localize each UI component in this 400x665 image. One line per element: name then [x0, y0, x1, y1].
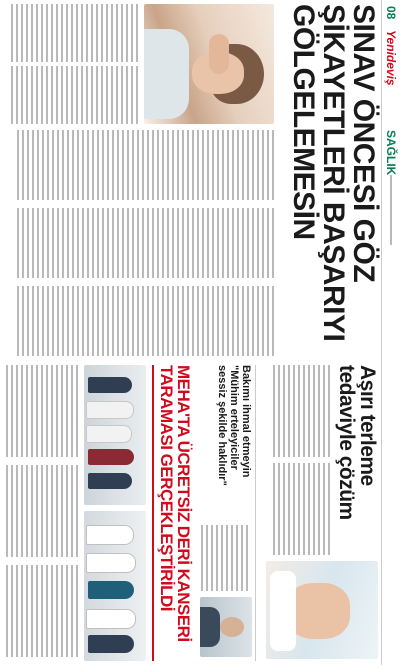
second-column-1-text-placeholder — [270, 365, 330, 457]
third-headline-line-3: sessiz şekilde haklıdır" — [216, 365, 228, 486]
lead-column-3-text-placeholder — [14, 286, 274, 356]
third-headline-line-2: "Mühim erteleyiciler — [228, 365, 240, 470]
header-date-placeholder — [390, 175, 392, 245]
lead-column-4-text-placeholder — [8, 4, 138, 62]
portrait-body-shape — [200, 607, 220, 647]
doctor-5-shape — [88, 635, 134, 653]
page-number: 08 — [384, 6, 398, 20]
doctor-3-shape — [88, 581, 134, 599]
main-column-2-text-placeholder — [3, 465, 78, 557]
page-header — [381, 0, 400, 665]
main-column-3-text-placeholder — [3, 565, 78, 657]
portrait-head-shape — [220, 617, 244, 637]
lead-headline — [288, 4, 378, 341]
lead-headline-line-2: ŞİKAYETLERİ BAŞARIYI — [317, 4, 350, 342]
main-headline — [158, 365, 192, 642]
main-column-1-text-placeholder — [3, 365, 78, 457]
main-story — [2, 365, 192, 661]
hand-shape — [209, 34, 229, 74]
doctors-group-photo — [84, 511, 146, 661]
brand-logo — [384, 30, 398, 86]
section-label: SAĞLIK — [384, 130, 398, 176]
third-headline — [216, 365, 252, 515]
lead-column-5-text-placeholder — [8, 66, 138, 124]
towel-shape — [270, 571, 296, 651]
person-1-shape — [88, 377, 132, 393]
person-2-shape — [86, 401, 134, 419]
second-headline — [336, 365, 378, 520]
second-headline-line-1: Aşırı terleme — [356, 365, 379, 486]
second-column-2-text-placeholder — [270, 463, 330, 555]
doctor-1-shape — [86, 525, 134, 545]
brand-name: Yenideviş — [384, 30, 398, 86]
third-story — [196, 365, 252, 661]
main-headline-line-2: TARAMASI GERÇEKLEŞTİRİLDİ — [157, 365, 176, 611]
section-divider — [255, 365, 256, 661]
doctor-4-shape — [86, 609, 136, 629]
lead-headline-line-3: GÖLGELEMESİN — [287, 4, 320, 240]
skin-screening-group-photo — [84, 365, 146, 505]
lead-column-1-text-placeholder — [14, 130, 274, 200]
person-portrait-photo — [200, 597, 252, 657]
person-5-shape — [88, 473, 132, 489]
third-headline-line-1: Bakımı ihmal etmeyin — [240, 365, 252, 478]
person-4-shape — [88, 449, 134, 465]
lead-column-2-text-placeholder — [14, 208, 274, 278]
woman-rubbing-eyes-photo — [144, 4, 274, 124]
main-headline-line-1: MEHA'TA ÜCRETSİZ DERİ KANSERİ — [174, 365, 193, 642]
lead-story — [3, 4, 378, 359]
person-3-shape — [86, 425, 132, 443]
main-headline-rule — [152, 365, 154, 661]
second-story — [260, 365, 378, 661]
sweating-hand-photo — [266, 561, 378, 659]
doctor-2-shape — [86, 553, 136, 573]
second-headline-line-2: tedaviyle çözüm — [335, 365, 358, 520]
third-column-text-placeholder — [198, 525, 248, 591]
shirt-shape — [144, 29, 189, 119]
lead-headline-line-1: SINAV ÖNCESİ GÖZ — [347, 4, 380, 283]
